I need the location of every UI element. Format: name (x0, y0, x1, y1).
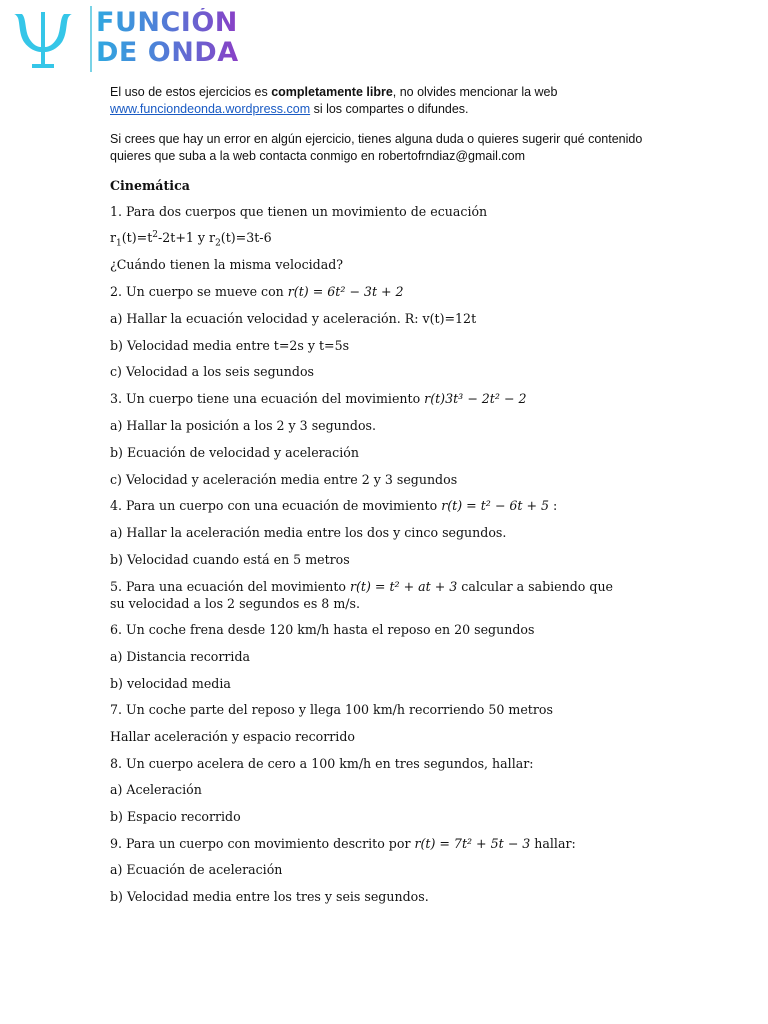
psi-icon (8, 6, 78, 70)
logo-text-line1: FUNCIÓN (96, 7, 238, 38)
exercise-9b: b) Velocidad media entre los tres y seis segundos. (110, 889, 429, 904)
exercise-8a: a) Aceleración (110, 782, 202, 797)
exercise-2: 2. Un cuerpo se mueve con r(t) = 6t² − 3t + 2 (110, 284, 404, 299)
exercise-1-question: ¿Cuándo tienen la misma velocidad? (110, 257, 344, 272)
equation: r(t) = 6t² − 3t + 2 (287, 284, 404, 299)
exercise-1: 1. Para dos cuerpos que tienen un movimiento de ecuación (110, 204, 488, 219)
exercise-6a: a) Distancia recorrida (110, 649, 251, 664)
exercise-7: 7. Un coche parte del reposo y llega 100 km/h recorriendo 50 metros (110, 702, 553, 717)
exercise-2b: b) Velocidad media entre t=2s y t=5s (110, 338, 350, 353)
equation: r(t) = t² − 6t + 5 (441, 498, 550, 513)
exercise-9: 9. Para un cuerpo con movimiento descrito por r(t) = 7t² + 5t − 3 hallar: (110, 836, 576, 851)
exercise-3b: b) Ecuación de velocidad y aceleración (110, 445, 359, 460)
exercise-5: 5. Para una ecuación del movimiento r(t) = t² + at + 3 calcular a sabiendo que su velocidad a los 2 segundos es 8 m/s. (110, 579, 614, 611)
section-title: Cinemática (110, 178, 190, 193)
exercise-7-question: Hallar aceleración y espacio recorrido (110, 729, 355, 744)
bold-text: completamente libre (271, 85, 393, 99)
logo-text-line2: DE ONDA (96, 37, 239, 68)
intro-paragraph-2: Si crees que hay un error en algún ejercicio, tienes alguna duda o quieres sugerir qué contenido quieres que suba a la web contacta conmigo en robertofrndiaz@gmail.com (110, 132, 643, 163)
logo (8, 4, 258, 70)
exercise-6b: b) velocidad media (110, 676, 231, 691)
exercise-2c: c) Velocidad a los seis segundos (110, 364, 314, 379)
exercise-2a: a) Hallar la ecuación velocidad y aceleración. R: v(t)=12t (110, 311, 477, 326)
exercise-4: 4. Para un cuerpo con una ecuación de movimiento r(t) = t² − 6t + 5 : (110, 498, 558, 513)
exercise-4b: b) Velocidad cuando está en 5 metros (110, 552, 350, 567)
logo-divider (90, 6, 92, 72)
equation: r(t)3t³ − 2t² − 2 (424, 391, 527, 406)
exercise-8b: b) Espacio recorrido (110, 809, 241, 824)
exercise-1-equation: $r_1(t)=t^2-2t+1$ y $r_2(t)=3t-6$ (110, 229, 272, 249)
exercise-9a: a) Ecuación de aceleración (110, 862, 283, 877)
website-link[interactable]: www.funciondeonda.wordpress.com (110, 102, 311, 116)
exercise-3: 3. Un cuerpo tiene una ecuación del movimiento r(t)3t³ − 2t² − 2 (110, 391, 527, 406)
exercise-4a: a) Hallar la aceleración media entre los dos y cinco segundos. (110, 525, 507, 540)
equation: r(t) = 7t² + 5t − 3 (414, 836, 531, 851)
exercise-8: 8. Un cuerpo acelera de cero a 100 km/h en tres segundos, hallar: (110, 756, 534, 771)
exercise-3a: a) Hallar la posición a los 2 y 3 segundos. (110, 418, 376, 433)
exercise-3c: c) Velocidad y aceleración media entre 2 y 3 segundos (110, 472, 458, 487)
exercise-6: 6. Un coche frena desde 120 km/h hasta el reposo en 20 segundos (110, 622, 535, 637)
equation: r(t) = t² + at + 3 (350, 579, 458, 594)
intro-paragraph-1: El uso de estos ejercicios es completamente libre, no olvides mencionar la web www.funciondeonda.wordpress.com si los compartes o difundes. (110, 85, 558, 116)
